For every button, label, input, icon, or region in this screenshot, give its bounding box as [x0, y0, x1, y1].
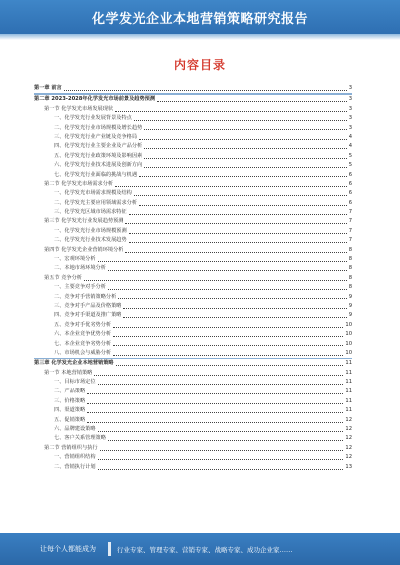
toc-entry-page: 7 — [348, 237, 352, 244]
toc-leader-dots — [125, 223, 346, 224]
report-footer — [0, 533, 400, 565]
toc-leader-dots — [134, 120, 347, 121]
toc-entry[interactable] — [34, 369, 352, 378]
toc-leader-dots — [84, 280, 347, 281]
toc-entry[interactable] — [34, 378, 352, 387]
toc-leader-dots — [118, 298, 346, 299]
toc-entry-page: 11 — [345, 379, 352, 386]
toc-entry[interactable] — [34, 152, 352, 161]
toc-leader-dots — [87, 393, 343, 394]
toc-entry[interactable] — [34, 180, 352, 189]
toc-entry-page: 9 — [348, 302, 352, 309]
toc-entry-page: 11 — [345, 360, 352, 367]
toc-entry-page: 4 — [348, 143, 352, 150]
report-header — [0, 0, 400, 34]
toc-entry-page: 13 — [345, 463, 352, 470]
toc-leader-dots — [134, 195, 347, 196]
toc-leader-dots — [98, 431, 344, 432]
toc-leader-dots — [94, 375, 343, 376]
toc-entry[interactable] — [34, 397, 352, 406]
toc-entry-title: 五、竞争对手优劣势分析 — [54, 321, 112, 328]
toc-entry-page: 6 — [348, 180, 352, 187]
toc-entry-title: 一、目标市场定位 — [54, 379, 96, 386]
toc-entry-title: 二、本地市场环境分析 — [54, 265, 106, 272]
toc-entry[interactable] — [34, 388, 352, 397]
toc-leader-dots — [113, 355, 343, 356]
toc-entry-page: 8 — [348, 256, 352, 263]
toc-leader-dots — [108, 289, 347, 290]
toc-entry-title: 八、市场机会与威胁分析 — [54, 349, 112, 356]
toc-leader-dots — [98, 459, 344, 460]
toc-leader-dots — [108, 270, 347, 271]
footer-tagline: 行业专家、管理专家、营销专家、战略专家、成功企业家…… — [117, 545, 293, 554]
toc-leader-dots — [144, 158, 346, 159]
toc-entry-title: 三、竞争对手产品及价格策略 — [54, 302, 122, 309]
toc-entry[interactable] — [34, 124, 352, 133]
toc-leader-dots — [123, 308, 346, 309]
table-of-contents — [34, 84, 352, 472]
toc-entry-title: 第一节 化学发光市场发展现状 — [44, 105, 114, 112]
toc-entry-title: 一、化学发光市场需求规模及结构 — [54, 190, 132, 197]
toc-entry-page: 3 — [348, 84, 352, 91]
toc-leader-dots — [129, 233, 347, 234]
toc-entry-title: 七、化学发光行业面临的挑战与机遇 — [54, 171, 138, 178]
toc-entry-title: 五、促销策略 — [54, 416, 86, 423]
toc-entry-page: 7 — [348, 209, 352, 216]
toc-entry-title: 二、化学发光主要应用领域需求分析 — [54, 199, 138, 206]
toc-entry[interactable] — [34, 349, 352, 358]
toc-entry-page: 12 — [345, 426, 352, 433]
toc-entry-page: 11 — [345, 397, 352, 404]
toc-entry-page: 3 — [348, 115, 352, 122]
toc-entry[interactable] — [34, 208, 352, 217]
toc-entry[interactable] — [34, 416, 352, 425]
toc-entry-page: 11 — [345, 369, 352, 376]
toc-entry[interactable] — [34, 199, 352, 208]
toc-entry[interactable] — [34, 453, 352, 462]
toc-entry-title: 第一章 前言 — [34, 84, 62, 91]
toc-entry[interactable] — [34, 321, 352, 330]
toc-entry[interactable] — [34, 264, 352, 273]
toc-entry-title: 一、化学发光行业发展背景及特点 — [54, 115, 132, 122]
toc-entry[interactable] — [34, 114, 352, 123]
footer-slogan: 让每个人都能成为 — [40, 545, 96, 553]
toc-entry-title: 第二节 营销组织与执行 — [44, 444, 98, 451]
toc-heading: 内容目录 — [173, 58, 226, 72]
toc-entry[interactable] — [34, 95, 352, 104]
toc-entry[interactable] — [34, 236, 352, 245]
toc-entry-title: 第五节 竞争分析 — [44, 274, 82, 281]
report-title: 化学发光企业本地营销策略研究报告 — [91, 11, 308, 27]
toc-entry[interactable] — [34, 246, 352, 255]
footer-divider — [108, 542, 111, 556]
toc-entry-title: 一、宏观环境分析 — [54, 256, 96, 263]
toc-entry-title: 四、化学发光行业主要企业及产品分析 — [54, 143, 143, 150]
toc-entry-title: 四、竞争对手渠道及推广策略 — [54, 312, 122, 319]
toc-entry[interactable] — [34, 217, 352, 226]
toc-leader-dots — [113, 336, 343, 337]
toc-entry-title: 三、化学发光区域市场需求特征 — [54, 209, 127, 216]
toc-entry[interactable] — [34, 425, 352, 434]
toc-entry-title: 五、化学发光行业政策环境及影响因素 — [54, 152, 143, 159]
toc-entry-title: 六、化学发光行业技术进展及创新方向 — [54, 162, 143, 169]
toc-entry-page: 8 — [348, 284, 352, 291]
toc-entry[interactable] — [34, 227, 352, 236]
toc-leader-dots — [125, 252, 346, 253]
toc-leader-dots — [87, 403, 343, 404]
toc-leader-dots — [98, 261, 347, 262]
toc-leader-dots — [129, 242, 347, 243]
toc-entry-page: 8 — [348, 265, 352, 272]
toc-entry-page: 11 — [345, 407, 352, 414]
toc-entry-page: 7 — [348, 218, 352, 225]
toc-entry[interactable] — [34, 463, 352, 472]
toc-entry-page: 9 — [348, 293, 352, 300]
toc-entry[interactable] — [34, 283, 352, 292]
toc-entry-title: 六、品牌建设策略 — [54, 426, 96, 433]
toc-leader-dots — [100, 450, 344, 451]
toc-entry-title: 六、本企业竞争优势分析 — [54, 331, 112, 338]
toc-entry-title: 二、产品策略 — [54, 388, 86, 395]
toc-leader-dots — [123, 317, 346, 318]
toc-entry-page: 6 — [348, 171, 352, 178]
toc-entry[interactable] — [34, 330, 352, 339]
toc-entry-title: 三、化学发光行业产业链及竞争格局 — [54, 133, 138, 140]
toc-entry-page: 12 — [345, 416, 352, 423]
toc-leader-dots — [139, 176, 347, 177]
toc-leader-dots — [139, 205, 347, 206]
toc-leader-dots — [115, 186, 347, 187]
header-gradient — [0, 34, 400, 40]
toc-leader-dots — [64, 90, 347, 91]
toc-leader-dots — [144, 167, 346, 168]
toc-entry-page: 7 — [348, 227, 352, 234]
toc-entry-title: 三、价格策略 — [54, 397, 86, 404]
toc-entry-title: 一、主要竞争对手分析 — [54, 284, 106, 291]
toc-leader-dots — [116, 365, 344, 366]
toc-entry[interactable] — [34, 142, 352, 151]
toc-entry-title: 第二章 2023-2028年化学发光市场前景及趋势预测 — [34, 96, 156, 103]
toc-entry-title: 一、化学发光行业市场规模预测 — [54, 227, 127, 234]
toc-entry-page: 10 — [345, 349, 352, 356]
toc-entry-page: 10 — [345, 331, 352, 338]
toc-entry[interactable] — [34, 311, 352, 320]
toc-entry[interactable] — [34, 274, 352, 283]
toc-entry-page: 12 — [345, 444, 352, 451]
toc-leader-dots — [144, 148, 346, 149]
toc-entry-page: 4 — [348, 133, 352, 140]
toc-entry[interactable] — [34, 161, 352, 170]
toc-leader-dots — [113, 345, 343, 346]
toc-entry-title: 二、营销执行计划 — [54, 463, 96, 470]
toc-entry-page: 3 — [348, 124, 352, 131]
toc-leader-dots — [144, 129, 346, 130]
toc-entry-title: 第四节 化学发光企业营销环境分析 — [44, 246, 124, 253]
toc-leader-dots — [87, 412, 343, 413]
toc-leader-dots — [98, 469, 344, 470]
toc-leader-dots — [108, 440, 344, 441]
toc-entry-page: 6 — [348, 199, 352, 206]
toc-entry[interactable] — [34, 444, 352, 453]
toc-entry-page: 3 — [348, 105, 352, 112]
toc-leader-dots — [139, 139, 347, 140]
toc-entry[interactable] — [34, 302, 352, 311]
toc-leader-dots — [98, 384, 344, 385]
toc-entry[interactable] — [34, 105, 352, 114]
toc-entry[interactable] — [34, 434, 352, 443]
toc-entry[interactable] — [34, 406, 352, 415]
toc-entry-page: 8 — [348, 274, 352, 281]
toc-entry-title: 二、竞争对手营销策略分析 — [54, 293, 117, 300]
toc-entry[interactable] — [34, 133, 352, 142]
toc-entry-page: 5 — [348, 152, 352, 159]
toc-entry-page: 12 — [345, 454, 352, 461]
toc-entry[interactable] — [34, 189, 352, 198]
toc-entry-title: 一、营销组织结构 — [54, 454, 96, 461]
toc-entry-page: 9 — [348, 312, 352, 319]
toc-entry-page: 6 — [348, 190, 352, 197]
toc-entry-title: 二、化学发光行业技术发展趋势 — [54, 237, 127, 244]
toc-entry-page: 3 — [348, 96, 352, 103]
toc-leader-dots — [113, 327, 343, 328]
toc-entry[interactable] — [34, 359, 352, 368]
toc-entry-page: 10 — [345, 340, 352, 347]
toc-entry-title: 第三节 化学发光行业发展趋势预测 — [44, 218, 124, 225]
toc-leader-dots — [129, 214, 347, 215]
toc-entry-title: 七、本企业竞争劣势分析 — [54, 340, 112, 347]
toc-entry[interactable] — [34, 255, 352, 264]
toc-entry-page: 5 — [348, 162, 352, 169]
toc-entry-title: 七、客户关系管理策略 — [54, 435, 106, 442]
toc-entry[interactable] — [34, 340, 352, 349]
toc-entry-title: 第一节 本地营销策略 — [44, 369, 93, 376]
toc-leader-dots — [87, 422, 343, 423]
toc-leader-dots — [115, 111, 347, 112]
toc-entry-page: 12 — [345, 435, 352, 442]
toc-entry[interactable] — [34, 293, 352, 302]
toc-entry[interactable] — [34, 84, 352, 93]
toc-entry-title: 二、化学发光行业市场规模及增长趋势 — [54, 124, 143, 131]
toc-entry-page: 10 — [345, 321, 352, 328]
toc-entry-page: 11 — [345, 388, 352, 395]
toc-entry-title: 第三章 化学发光企业本地营销策略 — [34, 360, 114, 367]
toc-leader-dots — [157, 101, 347, 102]
toc-entry[interactable] — [34, 171, 352, 180]
toc-entry-title: 第二节 化学发光市场需求分析 — [44, 180, 114, 187]
toc-entry-page: 8 — [348, 246, 352, 253]
toc-entry-title: 四、渠道策略 — [54, 407, 86, 414]
